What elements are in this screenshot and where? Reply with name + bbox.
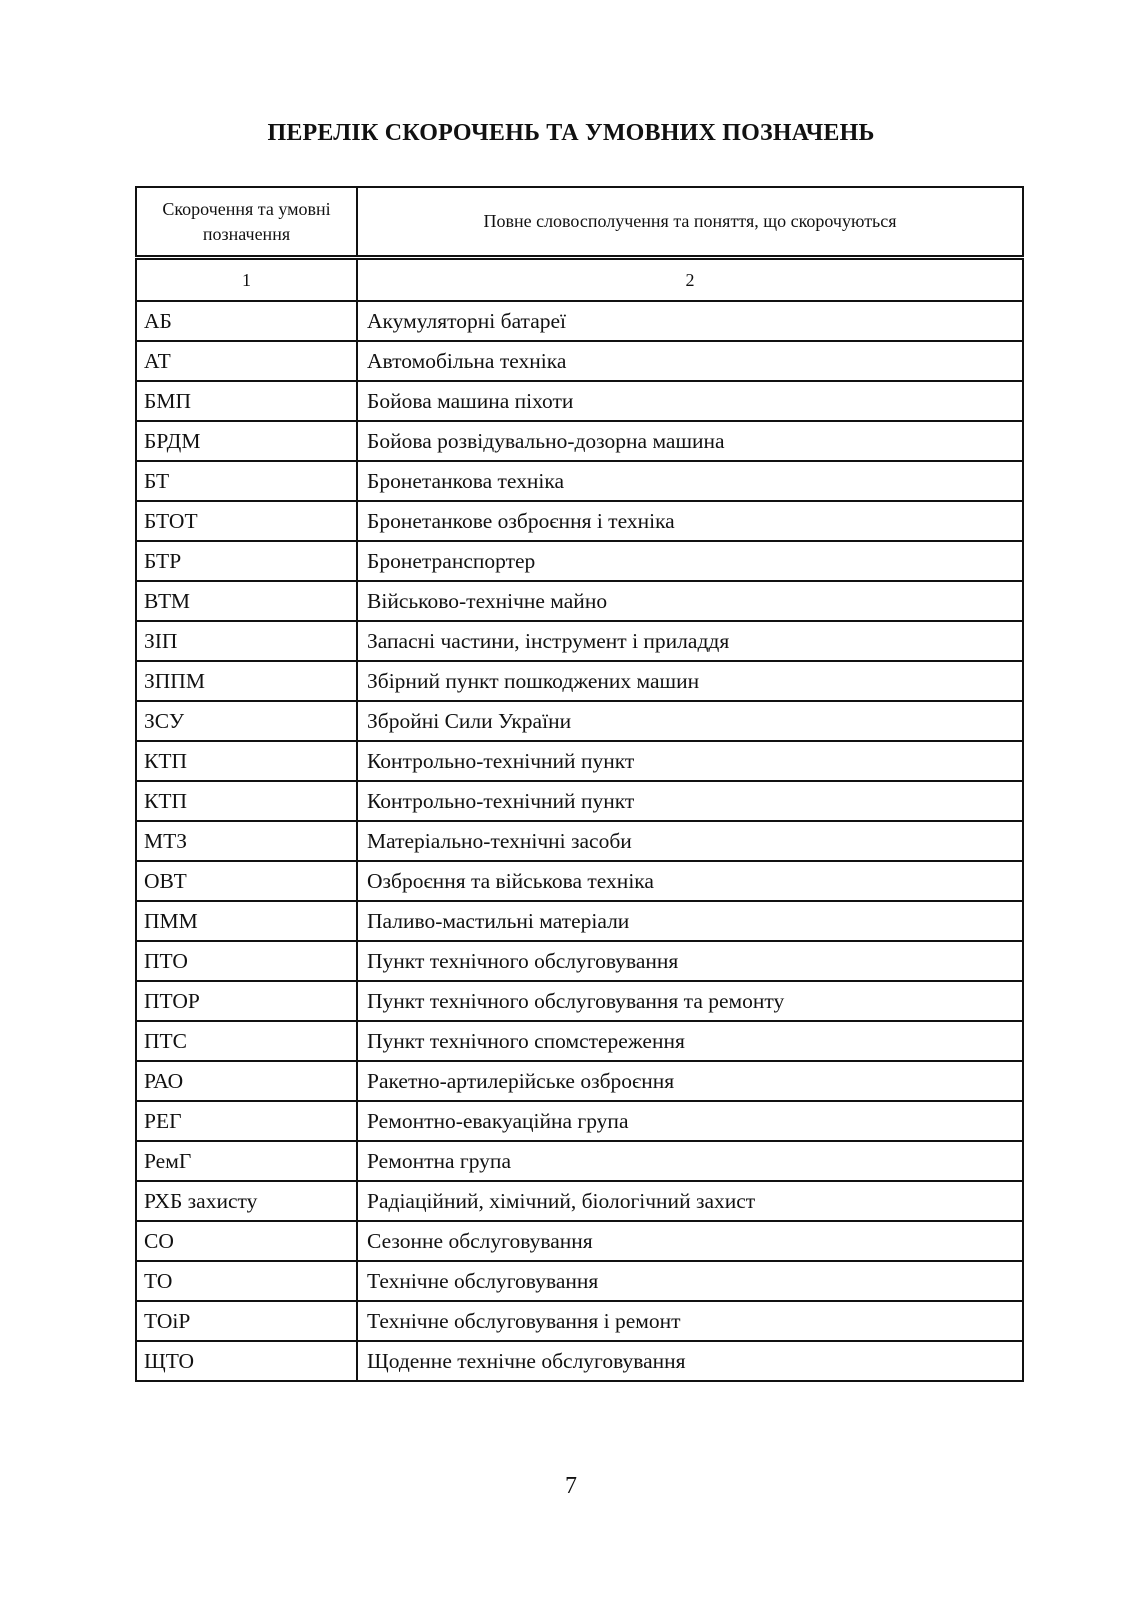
abbreviation-cell: БМП: [136, 381, 357, 421]
table-row: [136, 301, 1023, 341]
table-row: [136, 1021, 1023, 1061]
table-row: [136, 541, 1023, 581]
full-term-cell: Автомобільна техніка: [357, 341, 1023, 381]
table-row: [136, 1141, 1023, 1181]
abbreviation-cell: ПТС: [136, 1021, 357, 1061]
full-term-cell: Озброєння та військова техніка: [357, 861, 1023, 901]
abbreviation-cell: ВТМ: [136, 581, 357, 621]
abbreviation-cell: РАО: [136, 1061, 357, 1101]
table-row: [136, 661, 1023, 701]
column-number-2: 2: [357, 259, 1023, 301]
full-term-cell: Бронетанкова техніка: [357, 461, 1023, 501]
full-term-cell: Бойова розвідувально-дозорна машина: [357, 421, 1023, 461]
table-row: [136, 1261, 1023, 1301]
full-term-cell: Щоденне технічне обслуговування: [357, 1341, 1023, 1381]
abbreviation-cell: СО: [136, 1221, 357, 1261]
full-term-cell: Збірний пункт пошкоджених машин: [357, 661, 1023, 701]
abbreviation-cell: РемГ: [136, 1141, 357, 1181]
table-row: [136, 461, 1023, 501]
full-term-cell: Технічне обслуговування: [357, 1261, 1023, 1301]
table-row: [136, 501, 1023, 541]
full-term-cell: Контрольно-технічний пункт: [357, 741, 1023, 781]
abbreviation-cell: ЗСУ: [136, 701, 357, 741]
full-term-cell: Бронетранспортер: [357, 541, 1023, 581]
header-abbreviation: Скорочення та умовні позначення: [136, 187, 357, 256]
table-header-row: [136, 187, 1023, 256]
abbreviation-cell: АБ: [136, 301, 357, 341]
abbreviation-cell: КТП: [136, 781, 357, 821]
full-term-cell: Радіаційний, хімічний, біологічний захист: [357, 1181, 1023, 1221]
abbreviation-cell: ОВТ: [136, 861, 357, 901]
table-row: [136, 981, 1023, 1021]
table-row: [136, 861, 1023, 901]
abbreviation-cell: БТОТ: [136, 501, 357, 541]
table-row: [136, 621, 1023, 661]
abbreviation-cell: БТ: [136, 461, 357, 501]
table-row: [136, 941, 1023, 981]
full-term-cell: Пункт технічного обслуговування та ремонту: [357, 981, 1023, 1021]
abbreviation-cell: ТОіР: [136, 1301, 357, 1341]
full-term-cell: Пункт технічного спомстереження: [357, 1021, 1023, 1061]
full-term-cell: Технічне обслуговування і ремонт: [357, 1301, 1023, 1341]
abbreviations-table: [135, 186, 1024, 1382]
table-row: [136, 1061, 1023, 1101]
abbreviation-cell: БТР: [136, 541, 357, 581]
abbreviation-cell: АТ: [136, 341, 357, 381]
full-term-cell: Бронетанкове озброєння і техніка: [357, 501, 1023, 541]
full-term-cell: Контрольно-технічний пункт: [357, 781, 1023, 821]
column-number-1: 1: [136, 259, 357, 301]
full-term-cell: Ремонтна група: [357, 1141, 1023, 1181]
abbreviation-cell: ТО: [136, 1261, 357, 1301]
table-row: [136, 1181, 1023, 1221]
table-row: [136, 381, 1023, 421]
abbreviation-cell: РХБ захисту: [136, 1181, 357, 1221]
table-row: [136, 421, 1023, 461]
table-row: [136, 701, 1023, 741]
full-term-cell: Сезонне обслуговування: [357, 1221, 1023, 1261]
full-term-cell: Матеріально-технічні засоби: [357, 821, 1023, 861]
full-term-cell: Військово-технічне майно: [357, 581, 1023, 621]
abbreviation-cell: КТП: [136, 741, 357, 781]
page-title: ПЕРЕЛІК СКОРОЧЕНЬ ТА УМОВНИХ ПОЗНАЧЕНЬ: [267, 120, 875, 146]
table-row: [136, 341, 1023, 381]
full-term-cell: Акумуляторні батареї: [357, 301, 1023, 341]
table-row: [136, 1221, 1023, 1261]
full-term-cell: Пункт технічного обслуговування: [357, 941, 1023, 981]
abbreviation-cell: ПТО: [136, 941, 357, 981]
full-term-cell: Запасні частини, інструмент і приладдя: [357, 621, 1023, 661]
abbreviation-cell: ЗІП: [136, 621, 357, 661]
page-number: 7: [565, 1473, 577, 1499]
column-number-row: [136, 259, 1023, 301]
abbreviation-cell: МТЗ: [136, 821, 357, 861]
table-row: [136, 901, 1023, 941]
table-row: [136, 1341, 1023, 1381]
abbreviation-cell: РЕГ: [136, 1101, 357, 1141]
full-term-cell: Ракетно-артилерійське озброєння: [357, 1061, 1023, 1101]
table-row: [136, 781, 1023, 821]
header-full-term: Повне словосполучення та поняття, що скорочуються: [357, 187, 1023, 256]
full-term-cell: Збройні Сили України: [357, 701, 1023, 741]
full-term-cell: Паливо-мастильні матеріали: [357, 901, 1023, 941]
abbreviation-cell: ЩТО: [136, 1341, 357, 1381]
abbreviation-cell: ПТОР: [136, 981, 357, 1021]
abbreviation-cell: БРДМ: [136, 421, 357, 461]
full-term-cell: Бойова машина піхоти: [357, 381, 1023, 421]
abbreviation-cell: ПММ: [136, 901, 357, 941]
abbreviation-cell: ЗППМ: [136, 661, 357, 701]
table-row: [136, 741, 1023, 781]
table-row: [136, 1101, 1023, 1141]
full-term-cell: Ремонтно-евакуаційна група: [357, 1101, 1023, 1141]
table-row: [136, 581, 1023, 621]
table-row: [136, 1301, 1023, 1341]
table-row: [136, 821, 1023, 861]
